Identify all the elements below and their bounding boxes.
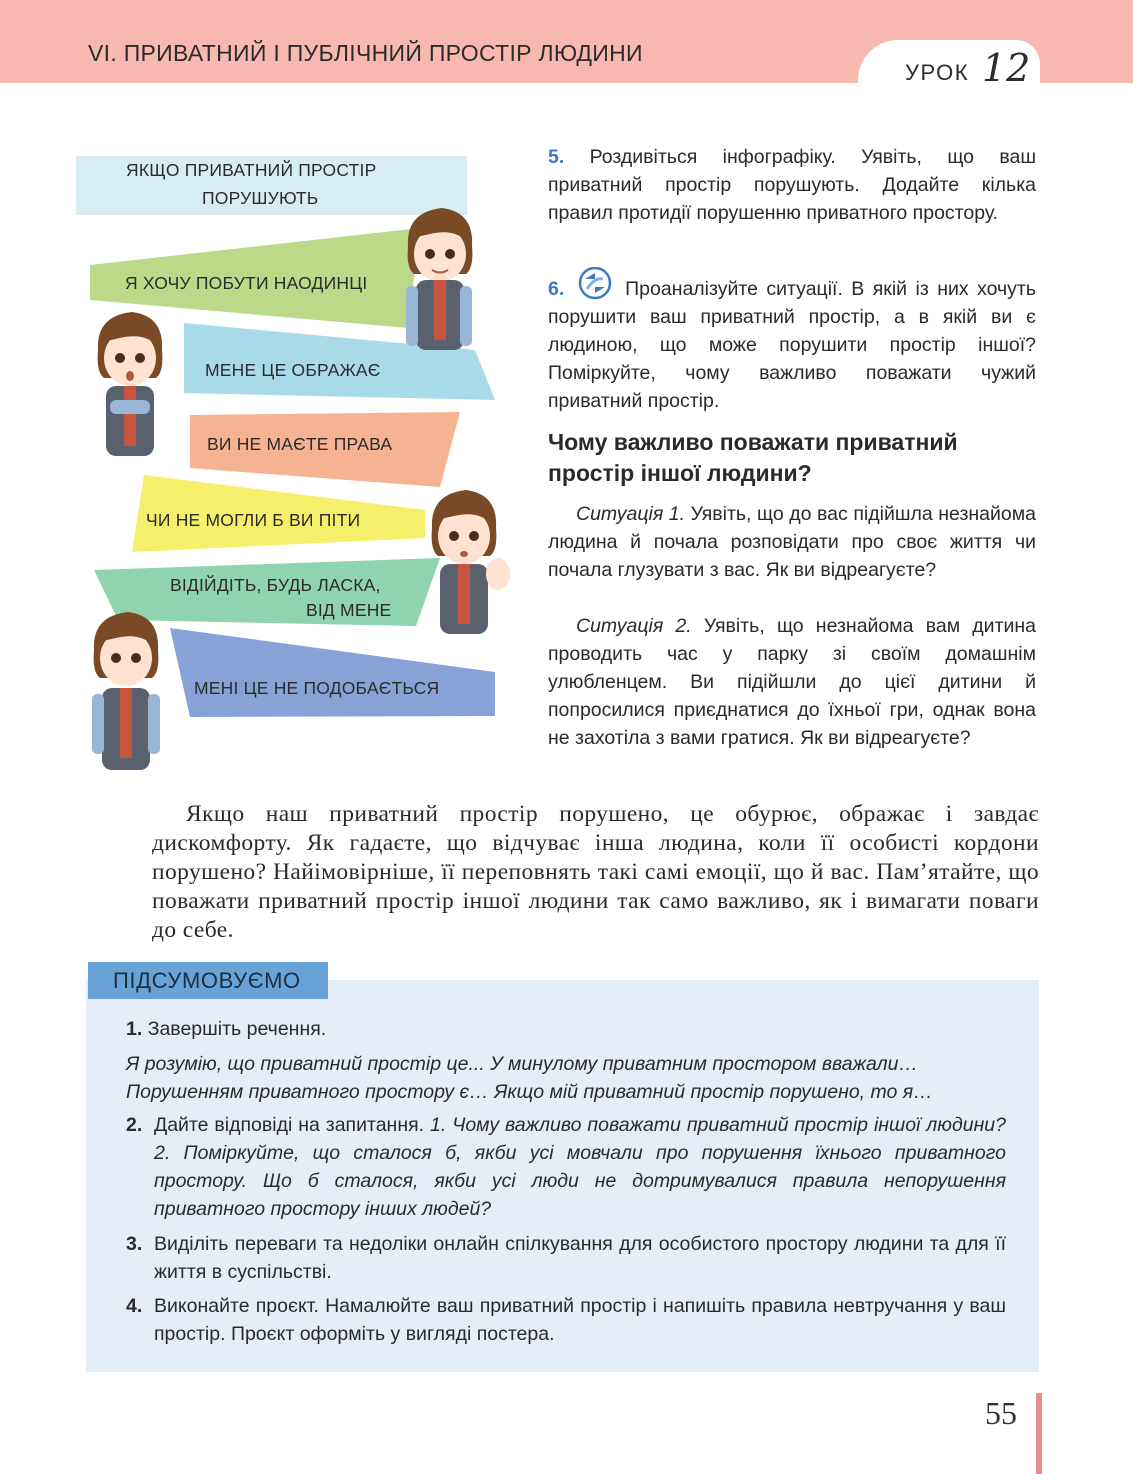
- summary-item-1-number: 1.: [126, 1018, 143, 1040]
- task-6-number: 6.: [548, 278, 565, 300]
- boy-illustration-3: [432, 490, 510, 634]
- summary-item-1: [126, 1015, 1006, 1043]
- page-edge-bar: [1036, 1393, 1042, 1474]
- summary-item-4-text: Виконайте проєкт. Намалюйте ваш приватний простір і напишіть правила невтручання у ваш простір. Проєкт оформіть у вигляді постера.: [154, 1295, 1006, 1345]
- bubble-text-4: ВИ НЕ МАЄТЕ ПРАВА: [207, 434, 393, 454]
- situation-1-title: Ситуація 1.: [576, 503, 686, 525]
- section-title: VI. ПРИВАТНИЙ І ПУБЛІЧНИЙ ПРОСТІР ЛЮДИНИ: [88, 40, 643, 66]
- bubble-text-7: МЕНІ ЦЕ НЕ ПОДОБАЄТЬСЯ: [194, 678, 440, 698]
- summary-item-3-text: Виділіть переваги та недоліки онлайн спілкування для особистого простору людини та для її життя в суспільстві.: [154, 1233, 1006, 1283]
- situation-2: [548, 612, 1036, 752]
- bubble-text-6a: ВІДІЙДІТЬ, БУДЬ ЛАСКА,: [170, 575, 381, 595]
- task-5: [548, 143, 1036, 227]
- discussion-arrows-icon: [573, 267, 617, 295]
- boy-illustration-1: [406, 208, 472, 350]
- summary-item-1-text: Завершіть речення.: [147, 1018, 327, 1040]
- bubble-text-2: Я ХОЧУ ПОБУТИ НАОДИНЦІ: [125, 273, 368, 293]
- summary-item-2: [126, 1111, 1006, 1223]
- summary-item-4: [126, 1292, 1006, 1348]
- lesson-number: 12: [982, 46, 1031, 90]
- bubble-text-1b: ПОРУШУЮТЬ: [202, 188, 319, 208]
- task-6-text: Проаналізуйте ситуації. В якій із них хочуть порушити ваш приватний простір, а в якій ви є людиною, що може порушити простір іншої? Поміркуйте, чому важливо поважати чужий приватний простір.: [548, 278, 1036, 412]
- situation-1-text: Уявіть, що до вас підійшла незнайома людина й почала розповідати про своє життя чи почала глузувати з вас. Як ви відреагуєте?: [548, 503, 1036, 581]
- boy-illustration-2: [98, 312, 163, 456]
- summary-item-3: [126, 1230, 1006, 1286]
- situation-2-text: Уявіть, що незнайома вам дитина проводить час у парку зі своїм домашнім улюбленцем. Ви підійшли до цієї дитини й попросилися приєднатися до їхньої гри, однак вона не захотіла з вами гратися. Як ви відреагуєте?: [548, 615, 1037, 749]
- summary-item-1-prompts: Я розумію, що приватний простір це... У минулому приватним простором вважали… Порушенням приватного простору є… Якщо мій приватний простір порушено, то я…: [126, 1053, 933, 1103]
- summary-item-2-number: 2.: [126, 1114, 143, 1136]
- task-5-number: 5.: [548, 146, 565, 168]
- page-number: 55: [985, 1395, 1017, 1431]
- bubble-shape-7: [170, 628, 495, 717]
- bubble-text-3: МЕНЕ ЦЕ ОБРАЖАЄ: [205, 360, 381, 380]
- summary-item-3-number: 3.: [126, 1233, 143, 1255]
- infographic: [70, 150, 510, 780]
- situation-1: [548, 500, 1036, 584]
- summary-label: ПІДСУМОВУЄМО: [113, 968, 301, 993]
- bubble-text-6b: ВІД МЕНЕ: [306, 600, 392, 620]
- summary-item-4-number: 4.: [126, 1295, 143, 1317]
- main-paragraph: Якщо наш приватний простір порушено, це обурює, ображає і завдає дискомфорту. Як гадаєте, що відчуває інша людина, коли її особисті кордони порушено? Найімовірніше, її переповнять такі самі емоції, що й вас. Пам’ятайте, що поважати приватний простір іншої людини так само важливо, як і вимагати поваги до себе.: [152, 801, 1039, 943]
- bubble-text-5: ЧИ НЕ МОГЛИ Б ВИ ПІТИ: [146, 510, 361, 530]
- situation-2-title: Ситуація 2.: [576, 615, 692, 637]
- bubble-text-1a: ЯКЩО ПРИВАТНИЙ ПРОСТІР: [126, 160, 377, 180]
- lesson-label: УРОК: [905, 60, 970, 85]
- task-5-text: Роздивіться інфографіку. Уявіть, що ваш приватний простір порушують. Додайте кілька правил протидії порушенню приватного простору.: [548, 146, 1036, 224]
- task-6: [548, 267, 1036, 415]
- summary-item-2-questions: 1. Чому важливо поважати приватний простір іншої людини? 2. Поміркуйте, що сталося б, якби усі мовчали про порушення їхнього приватного простору. Що б сталося, якби усі люди не дотримувалися правила непорушення приватного простору інших людей?: [154, 1114, 1006, 1220]
- summary-item-2-text: Дайте відповіді на запитання.: [154, 1114, 425, 1136]
- section-subheading: Чому важливо поважати приватний простір іншої людини?: [548, 429, 958, 486]
- boy-illustration-4: [92, 612, 160, 770]
